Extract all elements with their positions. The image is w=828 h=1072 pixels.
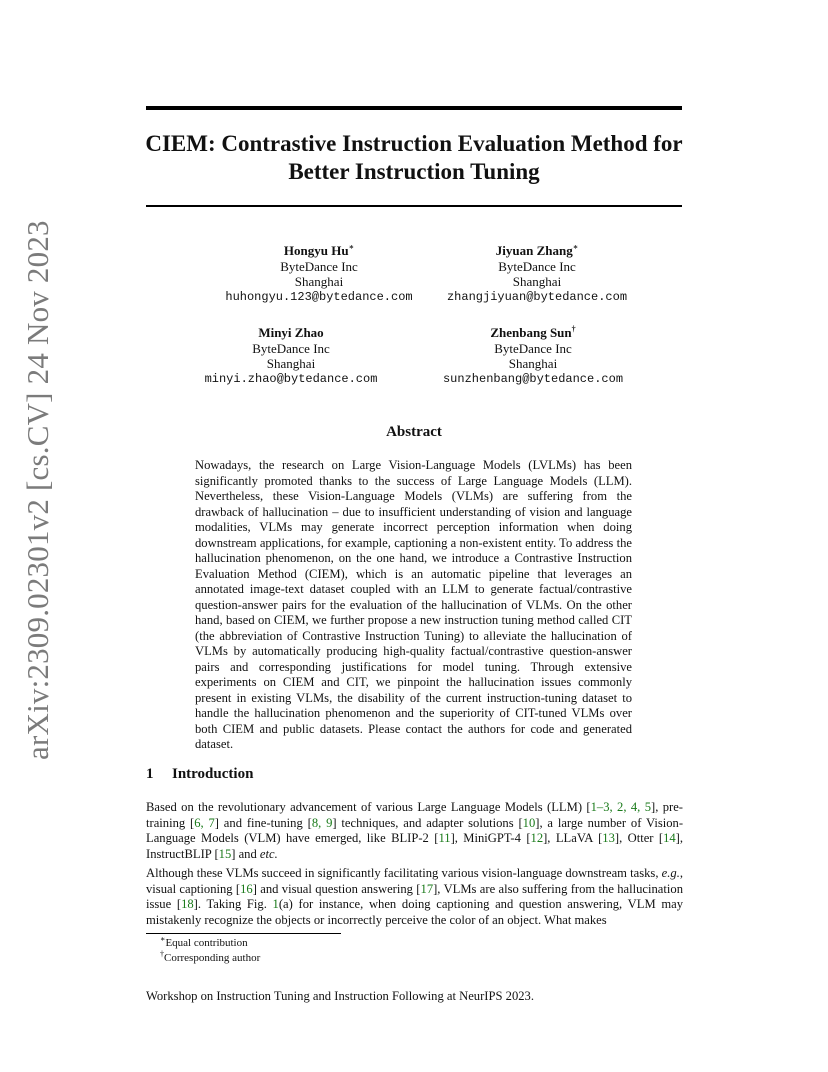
citation-link[interactable]: 13 [602, 831, 615, 845]
author-name: Minyi Zhao [258, 325, 324, 340]
citation-link[interactable]: 11 [438, 831, 451, 845]
citation-link[interactable]: 8, 9 [311, 815, 333, 830]
section-title: Introduction [172, 766, 254, 782]
footnote-2: †Corresponding author [160, 949, 261, 964]
author-affiliation: ByteDance Inc [252, 340, 330, 356]
author-city: Shanghai [266, 356, 316, 371]
figure-link[interactable]: 1 [272, 897, 279, 911]
author-name: Hongyu Hu [283, 243, 349, 258]
citation-link[interactable]: 12 [530, 831, 544, 845]
section-heading-introduction [146, 766, 253, 783]
citation-link[interactable]: 15 [218, 846, 232, 861]
citation-link[interactable]: 14 [663, 831, 676, 845]
author-block-3 [171, 325, 411, 387]
author-name: Jiyuan Zhang [495, 243, 573, 258]
author-affiliation: ByteDance Inc [494, 340, 572, 356]
author-mark: ∗ [348, 242, 355, 252]
paper-title [120, 130, 708, 186]
author-block-4 [413, 325, 653, 387]
citation-link[interactable]: 6, 7 [194, 815, 215, 830]
author-affiliation: ByteDance Inc [280, 258, 358, 274]
footnote-rule [146, 933, 341, 934]
author-city: Shanghai [512, 274, 562, 289]
eg-italic: e.g. [661, 866, 680, 880]
citation-link[interactable]: 10 [522, 815, 536, 830]
abstract-heading: Abstract [386, 424, 442, 440]
footnote-1: ∗Equal contribution [160, 934, 248, 949]
citation-link[interactable]: 16 [240, 881, 253, 896]
author-city: Shanghai [294, 274, 344, 289]
intro-paragraph-1: Based on the revolutionary advancement of various Large Language Models (LLM) [1–3, 2, 4, 5], pre-training [6, 7] and fine-tuning [8, 9] techniques, and adapter solutions [10], a large number of Vision-Language Models (VLM) have emerged, like BLIP-2 [11], MiniGPT-4 [12], LLaVA [13], Otter [14], InstructBLIP [15] and etc. [146, 800, 684, 861]
author-email: zhangjiyuan@bytedance.com [446, 289, 628, 304]
author-email: minyi.zhao@bytedance.com [204, 371, 378, 386]
title-line-2: Better Instruction Tuning [288, 159, 540, 184]
author-email: sunzhenbang@bytedance.com [442, 371, 624, 386]
title-line-1: CIEM: Contrastive Instruction Evaluation Method for [145, 131, 683, 156]
author-city: Shanghai [508, 356, 558, 371]
author-block-1 [199, 243, 439, 305]
author-block-2 [417, 243, 657, 305]
title-bottom-rule [146, 205, 682, 207]
arxiv-sidebar-stamp: arXiv:2309.02301v2 [cs.CV] 24 Nov 2023 [20, 220, 55, 760]
section-number: 1 [146, 766, 154, 782]
etc-italic: etc. [259, 846, 278, 861]
citation-link[interactable]: 18 [181, 897, 194, 911]
author-mark: ∗ [572, 242, 579, 252]
venue-footer: Workshop on Instruction Tuning and Instruction Following at NeurIPS 2023. [146, 989, 534, 1003]
author-email: huhongyu.123@bytedance.com [225, 289, 413, 304]
citation-link[interactable]: 1–3, 2, 4, 5 [590, 800, 651, 814]
author-name: Zhenbang Sun [490, 325, 572, 340]
title-top-rule [146, 106, 682, 110]
abstract-text: Nowadays, the research on Large Vision-Language Models (LVLMs) has been significantly promoted thanks to the success of Large Language Models (LLM). Nevertheless, these Vision-Language Models (VLMs) are suffering from the drawback of hallucination – due to insufficient understanding of vision and language modalities, VLMs may generate incorrect perception information when doing downstream applications, for example, captioning a non-existent entity. To address the hallucination phenomenon, on the one hand, we introduce a Contrastive Instruction Evaluation Method (CIEM), which is an automatic pipeline that leverages an annotated image-text dataset coupled with an LLM to generate factual/contrastive question-answer pairs for the evaluation of the hallucination of VLMs. On the other hand, based on CIEM, we further propose a new instruction tuning method called CIT (the abbreviation of Contrastive Instruction Tuning) to alleviate the hallucination of VLMs by automatically producing high-quality factual/contrastive question-answer pairs and corresponding justifications for model tuning. Through extensive experiments on CIEM and CIT, we pinpoint the hallucination issues commonly present in existing VLMs, the disability of the current instruction-tuning dataset to handle the hallucination phenomenon and the superiority of CIT-tuned VLMs over both CIEM and public datasets. Please contact the authors for code and generated dataset. [195, 458, 632, 751]
author-mark: † [571, 324, 576, 334]
author-affiliation: ByteDance Inc [498, 258, 576, 274]
intro-paragraph-2: Although these VLMs succeed in significantly facilitating various vision-language downstream tasks, e.g., visual captioning [16] and visual question answering [17], VLMs are also suffering from the hallucination issue [18]. Taking Fig. 1(a) for instance, when doing captioning and question answering, VLM may mistakenly recognize the objects or incorrectly perceive the color of an object. What makes [146, 866, 684, 927]
citation-link[interactable]: 17 [420, 881, 434, 896]
